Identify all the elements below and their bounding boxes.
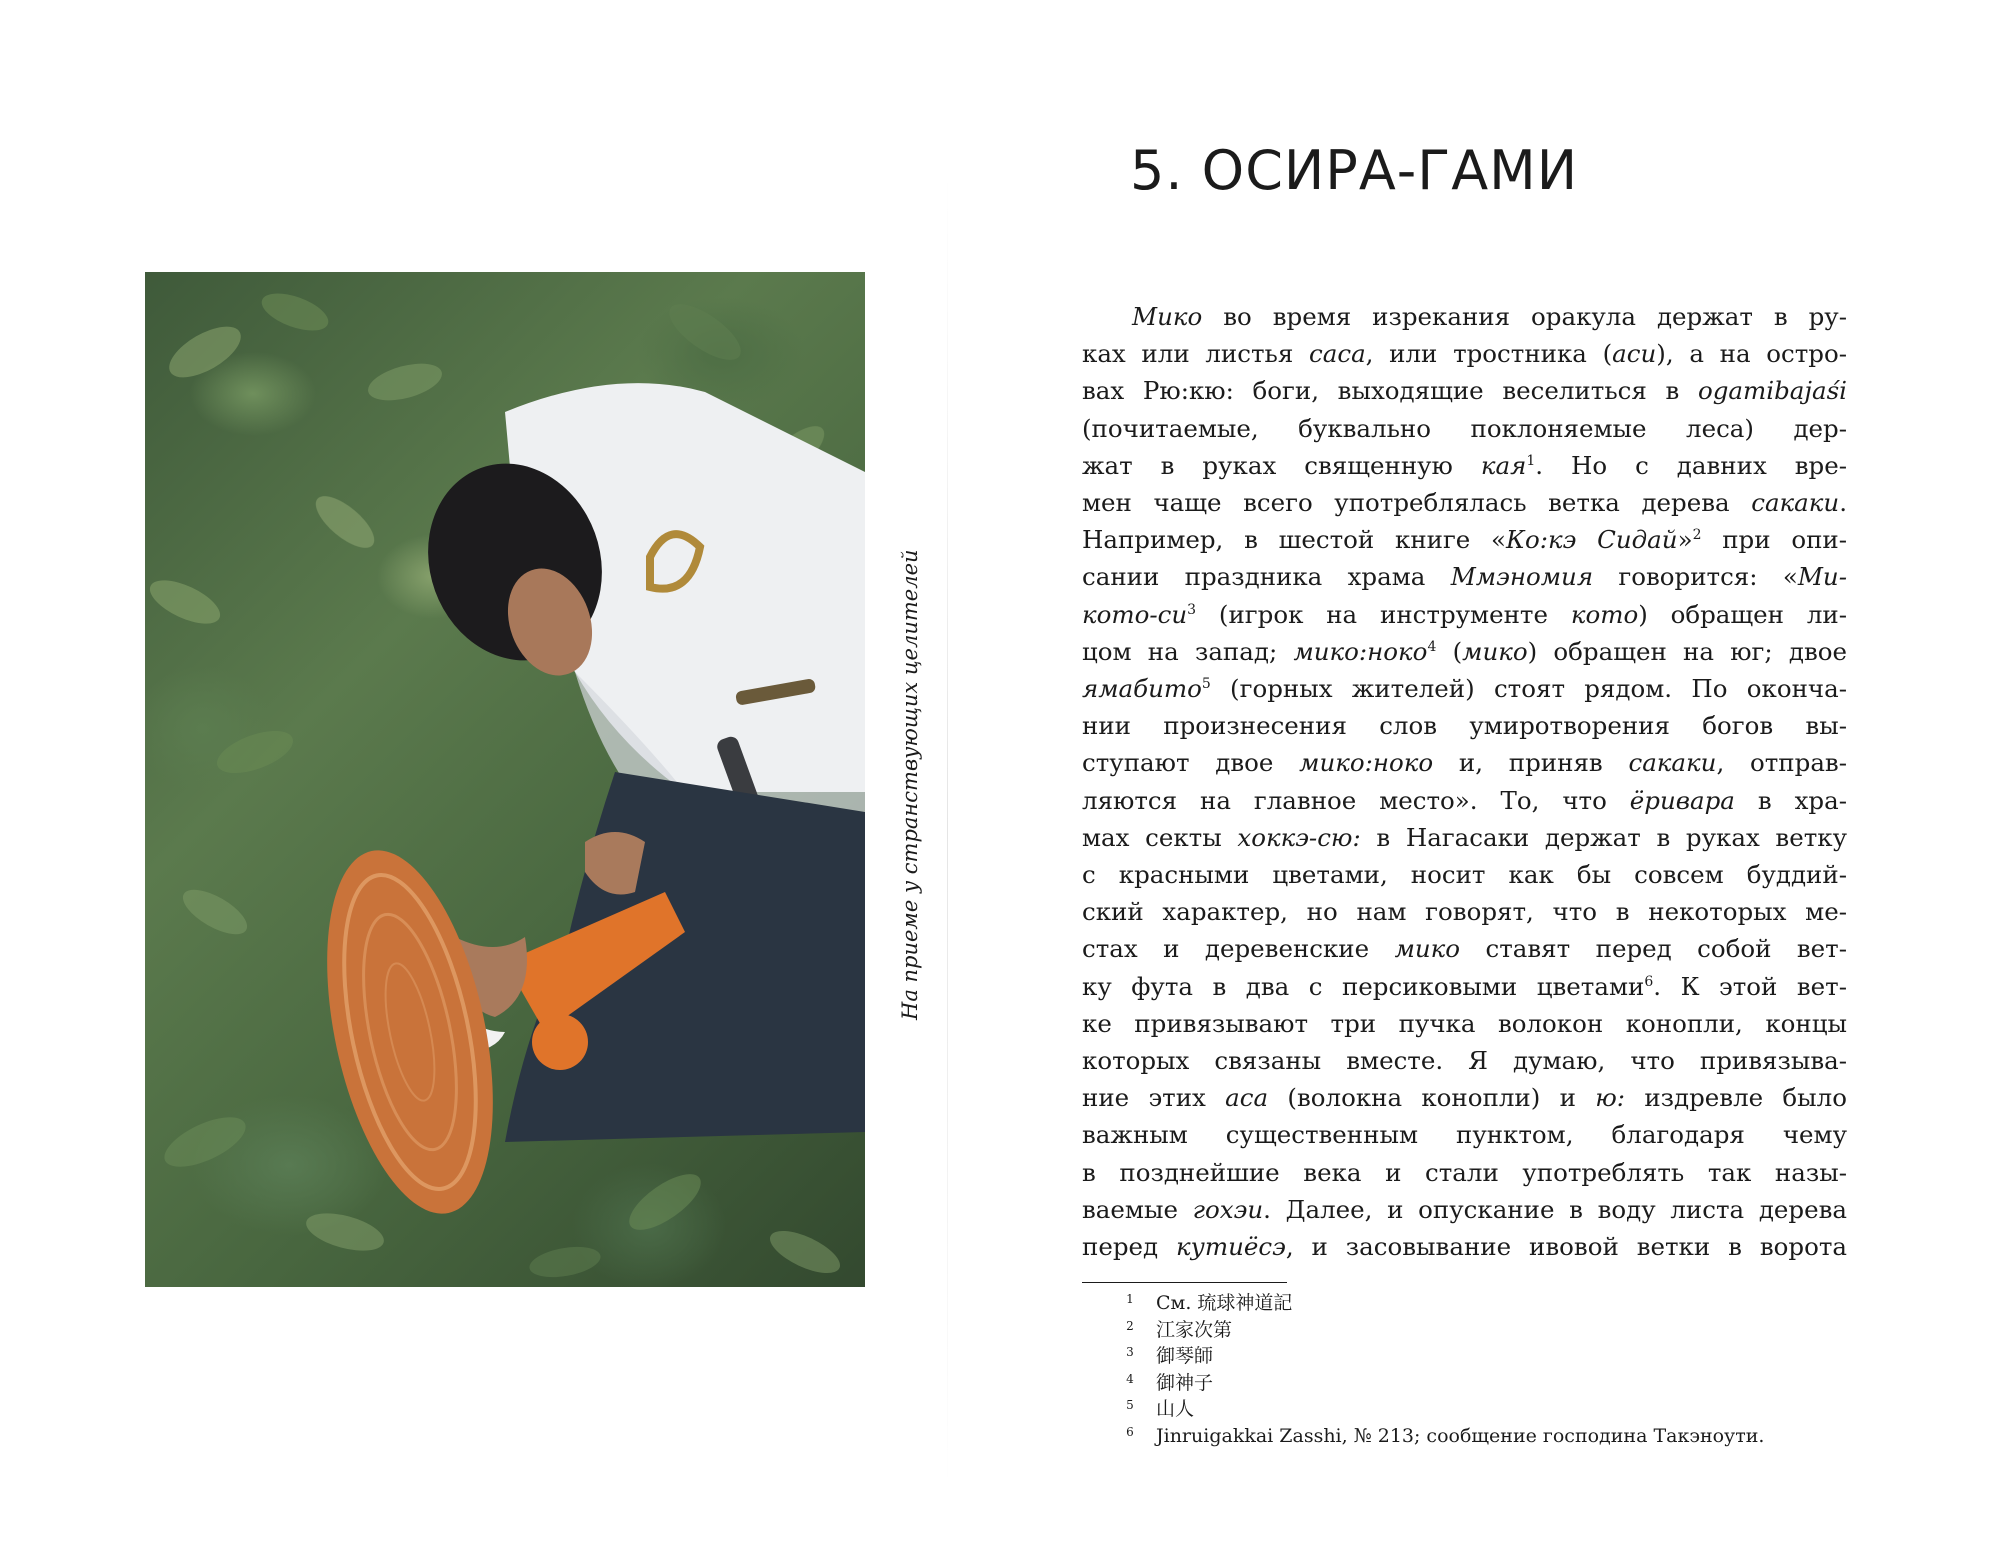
text-run: ваемые	[1082, 1194, 1193, 1224]
text-run: ние этих	[1082, 1083, 1226, 1113]
text-run: (горных жителей) стоят рядом. По оконча-	[1210, 674, 1847, 704]
photograph-illustration	[145, 272, 865, 1287]
body-line	[1082, 1005, 1847, 1042]
text-run: ) обращен на юг; двое	[1527, 636, 1847, 666]
photo-caption: На приеме у странствующих целителей	[898, 549, 922, 1020]
footnote-text: 山人	[1156, 1398, 1195, 1420]
text-run: . Далее, и опускание в воду листа дерева	[1263, 1194, 1847, 1224]
footnote-number: 5	[1126, 1398, 1134, 1412]
text-run: сании праздника храма	[1082, 562, 1451, 592]
text-run: (игрок на инструменте	[1196, 599, 1571, 629]
footnote-item	[1120, 1290, 1880, 1317]
footnote-marker: 2	[1692, 527, 1702, 544]
body-line	[1082, 298, 1847, 335]
italic-term: мико	[1462, 636, 1528, 666]
footnote-item	[1120, 1370, 1880, 1397]
footnote-item	[1120, 1423, 1880, 1450]
body-line	[1082, 596, 1847, 633]
italic-term: кото-си	[1082, 599, 1188, 629]
text-run: , или тростника (	[1365, 339, 1613, 369]
text-run: с красными цветами, носит как бы совсем буддий-	[1082, 860, 1847, 890]
italic-term: гохэи	[1192, 1194, 1264, 1224]
italic-term: ямабито	[1082, 674, 1202, 704]
italic-term: кая	[1480, 450, 1527, 480]
italic-term: саса	[1309, 339, 1366, 369]
body-text	[1082, 298, 1847, 1265]
italic-term: мико	[1394, 934, 1461, 964]
text-run: ступают двое	[1082, 748, 1300, 778]
text-run: которых связаны вместе. Я думаю, что привязыва-	[1082, 1046, 1847, 1076]
body-line	[1082, 447, 1847, 484]
italic-term: аси	[1612, 339, 1657, 369]
footnote-marker: 5	[1201, 675, 1211, 692]
italic-term: Мико	[1132, 302, 1203, 331]
footnote-item	[1120, 1343, 1880, 1370]
italic-term: кото	[1570, 599, 1639, 629]
body-line	[1082, 1228, 1847, 1265]
body-line	[1082, 968, 1847, 1005]
text-run: мах секты	[1082, 822, 1238, 852]
text-run: в Нагасаки держат в руках ветку	[1360, 822, 1847, 852]
text-run: при опи-	[1701, 525, 1848, 555]
body-line	[1082, 893, 1847, 930]
body-line	[1082, 744, 1847, 781]
body-line	[1082, 1079, 1847, 1116]
footnote-marker: 6	[1644, 973, 1654, 990]
text-run: издревле было	[1625, 1083, 1847, 1113]
footnote-text: 江家次第	[1156, 1318, 1233, 1341]
body-line	[1082, 670, 1847, 707]
footnotes-list	[1120, 1290, 1880, 1449]
italic-term: хоккэ-сю:	[1237, 822, 1361, 852]
text-run: ляются на главное место». То, что	[1082, 785, 1630, 815]
text-run: (почитаемые, буквально поклоняемые леса) дер-	[1082, 413, 1847, 443]
italic-term: ogamibajaśi	[1697, 376, 1847, 406]
italic-term: Ммэномия	[1450, 562, 1594, 592]
footnote-text: Jinruigakkai Zasshi, № 213; сообщение господина Такэноути.	[1156, 1424, 1765, 1447]
body-line	[1082, 633, 1847, 670]
text-run: вах Рю:кю: боги, выходящие веселиться в	[1082, 376, 1698, 406]
text-run: ) обращен ли-	[1638, 599, 1848, 629]
text-run: ставят перед собой вет-	[1460, 934, 1847, 964]
footnote-marker: 1	[1526, 452, 1536, 469]
text-run: ку фута в два с персиковыми цветами	[1082, 971, 1645, 1001]
text-run: . Но с давних вре-	[1535, 450, 1847, 480]
body-line	[1082, 1154, 1847, 1191]
body-line	[1082, 1191, 1847, 1228]
footnote-item	[1120, 1396, 1880, 1423]
footnote-text: См. 琉球神道記	[1156, 1292, 1293, 1314]
body-line	[1082, 782, 1847, 819]
body-line	[1082, 335, 1847, 372]
text-run: , отправ-	[1716, 748, 1847, 778]
text-run: важным существенным пунктом, благодаря чему	[1082, 1120, 1847, 1150]
body-line	[1082, 558, 1847, 595]
footnote-number: 3	[1126, 1345, 1134, 1359]
footnote-marker: 3	[1187, 601, 1197, 618]
photograph-healers	[145, 272, 865, 1287]
italic-term: сакаки	[1751, 488, 1840, 518]
footnote-number: 6	[1126, 1424, 1134, 1439]
body-line	[1082, 410, 1847, 447]
body-line	[1082, 930, 1847, 967]
text-run: ках или листья	[1082, 339, 1310, 369]
italic-term: мико:ноко	[1293, 636, 1428, 666]
body-line	[1082, 856, 1847, 893]
italic-term: ю:	[1595, 1083, 1626, 1113]
italic-term: сакаки	[1628, 748, 1717, 778]
text-run: (	[1436, 636, 1463, 666]
text-run: .	[1839, 488, 1847, 518]
footnote-text: 御琴師	[1156, 1345, 1214, 1367]
text-run: говорится: «	[1593, 562, 1798, 592]
text-run: стах и деревенские	[1082, 934, 1395, 964]
body-line	[1082, 707, 1847, 744]
italic-term: мико:ноко	[1299, 748, 1434, 778]
text-run: в позднейшие века и стали употреблять так назы-	[1082, 1157, 1847, 1187]
page-gutter	[947, 170, 948, 1490]
body-line	[1082, 484, 1847, 521]
italic-term: ёривара	[1629, 785, 1735, 815]
footnote-number: 4	[1126, 1371, 1134, 1386]
footnote-text: 御神子	[1156, 1371, 1214, 1394]
text-run: и, приняв	[1433, 748, 1629, 778]
text-run: во время изрекания оракула держат в ру-	[1202, 302, 1847, 331]
text-run: ский характер, но нам говорят, что в некоторых ме-	[1082, 897, 1847, 927]
text-run: перед	[1082, 1232, 1177, 1262]
text-run: цом на запад;	[1082, 636, 1294, 666]
footnote-rule	[1082, 1282, 1287, 1283]
italic-term: аса	[1225, 1083, 1269, 1113]
text-run: , и засовывание ивовой ветки в ворота	[1285, 1232, 1847, 1262]
text-run: жат в руках священную	[1082, 450, 1481, 480]
body-line	[1082, 819, 1847, 856]
footnote-number: 2	[1126, 1318, 1134, 1333]
text-run: »	[1677, 525, 1693, 555]
text-run: в хра-	[1734, 785, 1847, 815]
body-line	[1082, 521, 1847, 558]
body-line	[1082, 1116, 1847, 1153]
footnote-number: 1	[1126, 1292, 1134, 1306]
body-line	[1082, 1042, 1847, 1079]
left-page	[0, 0, 950, 1547]
footnote-marker: 4	[1427, 638, 1437, 655]
footnote-item	[1120, 1317, 1880, 1344]
text-run: Например, в шестой книге «	[1082, 525, 1507, 555]
italic-term: Ми-	[1797, 562, 1847, 592]
text-run: мен чаще всего употреблялась ветка дерева	[1082, 488, 1752, 518]
text-run: (волокна конопли) и	[1268, 1083, 1596, 1113]
chapter-title: 5. ОСИРА-ГАМИ	[1130, 139, 1579, 202]
text-run: ке привязывают три пучка волокон конопли, концы	[1082, 1008, 1847, 1038]
right-page	[950, 0, 2000, 1547]
italic-term: Ко:кэ Сидай	[1506, 525, 1678, 555]
text-run: . К этой вет-	[1653, 971, 1847, 1001]
italic-term: кутиёсэ	[1176, 1232, 1286, 1262]
text-run: нии произнесения слов умиротворения богов вы-	[1082, 711, 1847, 741]
body-line	[1082, 372, 1847, 409]
text-run: ), а на остро-	[1656, 339, 1847, 369]
